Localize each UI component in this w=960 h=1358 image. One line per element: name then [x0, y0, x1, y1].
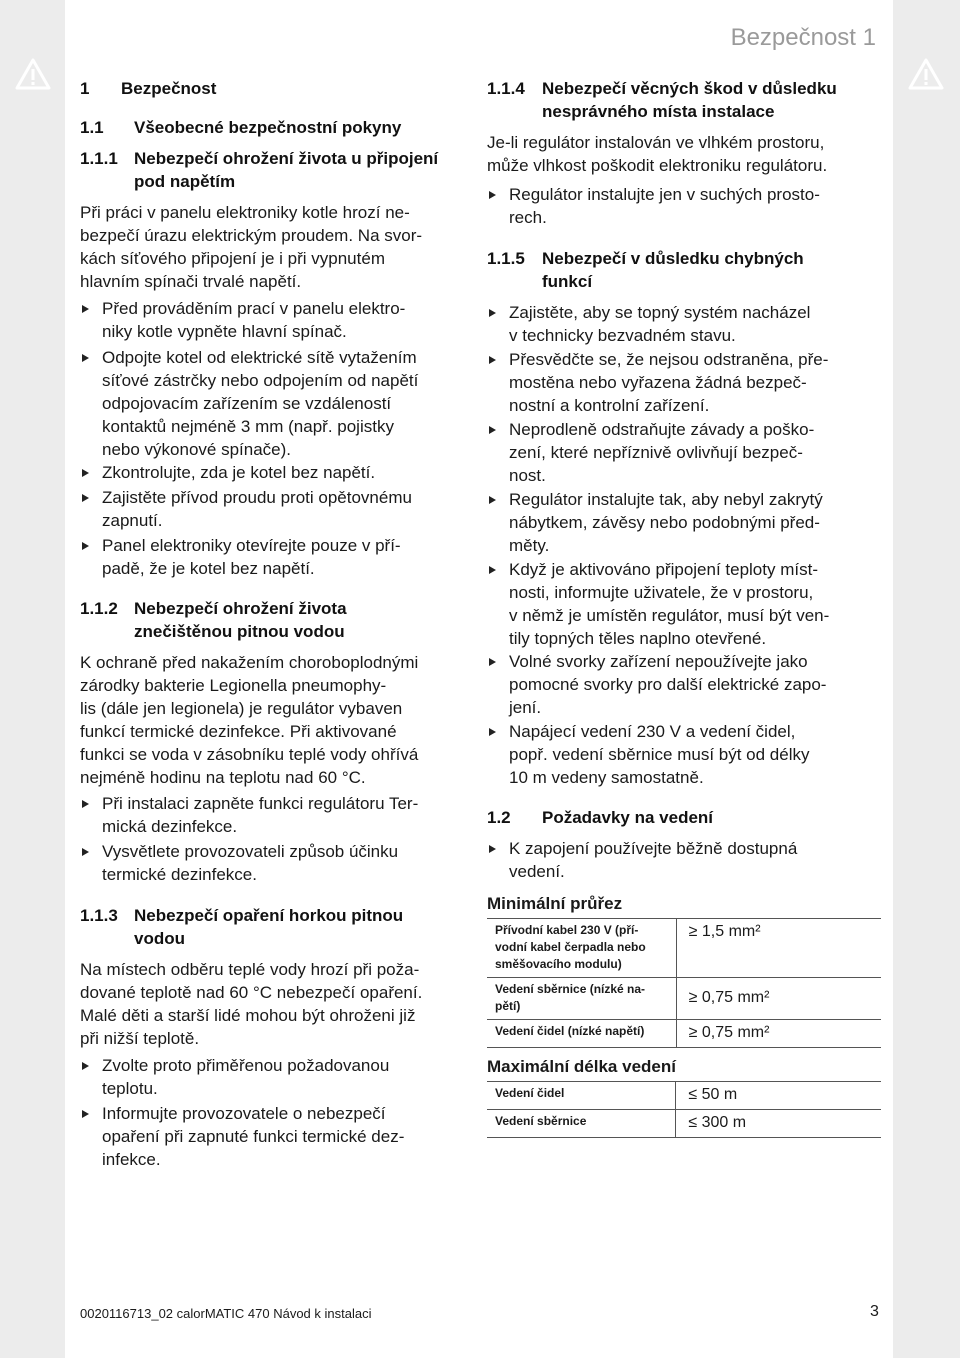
bullet-item: Přesvědčte se, že nejsou odstraněna, pře- mostěna nebo vyřazena žádná bezpeč- nostní a kontrolní zařízení.: [487, 348, 828, 417]
bullet-item: Zajistěte přívod proudu proti opětovnému zapnutí.: [80, 486, 412, 532]
heading-line: Nebezpečí věcných škod v důsledku: [542, 79, 837, 98]
footer-document-id: 0020116713_02 calorMATIC 470 Návod k instalaci: [80, 1306, 372, 1321]
bullet-arrow-icon: [82, 494, 89, 502]
table-row: [487, 919, 881, 978]
table-cell-label: Vedení sběrnice (nízké na- pětí): [487, 978, 676, 1020]
bullet-item: Volné svorky zařízení nepoužívejte jako pomocné svorky pro další elektrické zapo- jení.: [487, 650, 826, 719]
table-cell-value: ≥ 0,75 mm²: [676, 978, 881, 1020]
table-cell-value: ≥ 1,5 mm²: [676, 919, 881, 978]
running-header: Bezpečnost 1: [730, 24, 876, 51]
right-margin-band: [893, 0, 960, 1358]
bullet-item: Zvolte proto přiměřenou požadovanou teplotu.: [80, 1054, 389, 1100]
heading-line: funkcí: [542, 272, 593, 291]
heading-line: Nebezpečí v důsledku chybných: [542, 249, 804, 268]
bullet-arrow-icon: [82, 542, 89, 550]
section-heading-1-1: [80, 116, 470, 139]
section-heading-1-1-4: [487, 77, 881, 123]
paragraph-1-1-3: Na místech odběru teplé vody hrozí při poža- dované teplotě nad 60 °C nebezpečí opaření. Malé děti a starší lidé mohou být ohroženi již při nižší teplotě.: [80, 960, 423, 1048]
heading-line: vodou: [134, 929, 185, 948]
warning-triangle-icon: [908, 58, 944, 90]
bullet-arrow-icon: [82, 469, 89, 477]
heading-text: Všeobecné bezpečnostní pokyny: [134, 118, 402, 137]
heading-number: 1.1: [80, 118, 104, 137]
bullet-arrow-icon: [489, 356, 496, 364]
heading-number: 1.1.5: [487, 249, 525, 268]
bullet-item: Napájecí vedení 230 V a vedení čidel, popř. vedení sběrnice musí být od délky 10 m vedeny samostatně.: [487, 720, 810, 789]
paragraph-1-1-4: Je-li regulátor instalován ve vlhkém prostoru, může vlhkost poškodit elektroniku regulátoru.: [487, 133, 828, 175]
section-heading-1-1-1: [80, 147, 470, 193]
bullet-item: Regulátor instalujte jen v suchých prosto- rech.: [487, 183, 820, 229]
bullet-item: Vysvětlete provozovateli způsob účinku termické dezinfekce.: [80, 840, 398, 886]
heading-number: 1.1.1: [80, 149, 118, 168]
bullet-arrow-icon: [82, 1062, 89, 1070]
heading-line: Nebezpečí ohrožení života u připojení: [134, 149, 439, 168]
warning-triangle-icon: [15, 58, 51, 90]
bullet-item: Když je aktivováno připojení teploty míst- nosti, informujte uživatele, že v prostoru, v němž je umístěn regulátor, musí být ven- tily topných těles naplno otevřené.: [487, 558, 829, 650]
bullet-item: Regulátor instalujte tak, aby nebyl zakrytý nábytkem, závěsy nebo podobnými před- měty.: [487, 488, 823, 557]
bullet-item: Před prováděním prací v panelu elektro- niky kotle vypněte hlavní spínač.: [80, 297, 405, 343]
bullet-arrow-icon: [82, 848, 89, 856]
table-row: [487, 978, 881, 1020]
table-cell-label: Vedení čidel (nízké napětí): [487, 1020, 676, 1048]
bullet-arrow-icon: [82, 800, 89, 808]
table-cell-value: ≤ 50 m: [676, 1082, 881, 1110]
bullet-arrow-icon: [489, 845, 496, 853]
bullet-item: Zkontrolujte, zda je kotel bez napětí.: [80, 461, 375, 484]
max-length-title: Maximální délka vedení: [487, 1057, 676, 1076]
bullet-item: Odpojte kotel od elektrické sítě vytažením síťové zástrčky nebo odpojením od napětí odpojovacím zařízením se vzdáleností kontaktů nejméně 3 mm (např. pojistky nebo výkonové spínače).: [80, 346, 418, 461]
table-cell-value: ≥ 0,75 mm²: [676, 1020, 881, 1048]
section-heading-1-1-3: [80, 904, 470, 950]
bullet-arrow-icon: [82, 354, 89, 362]
bullet-arrow-icon: [489, 658, 496, 666]
heading-line: nesprávného místa instalace: [542, 102, 775, 121]
bullet-arrow-icon: [82, 305, 89, 313]
bullet-arrow-icon: [489, 426, 496, 434]
bullet-item: Při instalaci zapněte funkci regulátoru Ter- mická dezinfekce.: [80, 792, 418, 838]
heading-number: 1.2: [487, 808, 511, 827]
left-margin-band: [0, 0, 65, 1358]
heading-number: 1.1.4: [487, 79, 525, 98]
heading-text: Bezpečnost: [121, 79, 217, 98]
table-row: [487, 1110, 881, 1138]
heading-line: Nebezpečí opaření horkou pitnou: [134, 906, 404, 925]
bullet-arrow-icon: [489, 309, 496, 317]
bullet-arrow-icon: [489, 191, 496, 199]
bullet-arrow-icon: [82, 1110, 89, 1118]
paragraph-1-1-2: K ochraně před nakažením choroboplodnými zárodky bakterie Legionella pneumophy- lis (dále jen legionela) je regulátor vybaven funkcí termické dezinfekce. Při aktivované funkci se voda v zásobníku teplé vody ohřívá nejméně hodinu na teplotu nad 60 °C.: [80, 653, 419, 787]
max-length-table: [487, 1081, 881, 1138]
heading-text: Požadavky na vedení: [542, 808, 714, 827]
bullet-arrow-icon: [489, 566, 496, 574]
section-heading-1-1-5: [487, 247, 881, 293]
bullet-item: Informujte provozovatele o nebezpečí opaření při zapnuté funkci termické dez- infekce.: [80, 1102, 404, 1171]
min-cross-section-title: Minimální průřez: [487, 894, 623, 913]
section-heading-1-1-2: [80, 597, 470, 643]
bullet-item: Neprodleně odstraňujte závady a poško- zení, které nepříznivě ovlivňují bezpeč- nost.: [487, 418, 814, 487]
table-row: [487, 1020, 881, 1048]
bullet-item: Zajistěte, aby se topný systém nacházel v technicky bezvadném stavu.: [487, 301, 810, 347]
table-cell-label: Vedení čidel: [487, 1082, 676, 1110]
bullet-item: K zapojení používejte běžně dostupná vedení.: [487, 837, 797, 883]
section-heading-1: [80, 77, 470, 100]
section-heading-1-2: [487, 806, 881, 829]
table-row: [487, 1082, 881, 1110]
min-cross-section-table: [487, 918, 881, 1048]
table-cell-value: ≤ 300 m: [676, 1110, 881, 1138]
table-cell-label: Přívodní kabel 230 V (pří- vodní kabel čerpadla nebo směšovacího modulu): [487, 919, 676, 978]
heading-number: 1.1.3: [80, 906, 118, 925]
heading-number: 1.1.2: [80, 599, 118, 618]
bullet-arrow-icon: [489, 728, 496, 736]
bullet-item: Panel elektroniky otevírejte pouze v pří- padě, že je kotel bez napětí.: [80, 534, 401, 580]
heading-line: Nebezpečí ohrožení života: [134, 599, 347, 618]
paragraph-1-1-1: Při práci v panelu elektroniky kotle hrozí ne- bezpečí úrazu elektrickým proudem. Na svor- kách síťového připojení je i při vypnutém hlavním spínači trvalé napětí.: [80, 203, 423, 291]
bullet-arrow-icon: [489, 496, 496, 504]
heading-line: znečištěnou pitnou vodou: [134, 622, 345, 641]
heading-number: 1: [80, 79, 90, 98]
heading-line: pod napětím: [134, 172, 236, 191]
page-number: 3: [870, 1303, 879, 1320]
table-cell-label: Vedení sběrnice: [487, 1110, 676, 1138]
